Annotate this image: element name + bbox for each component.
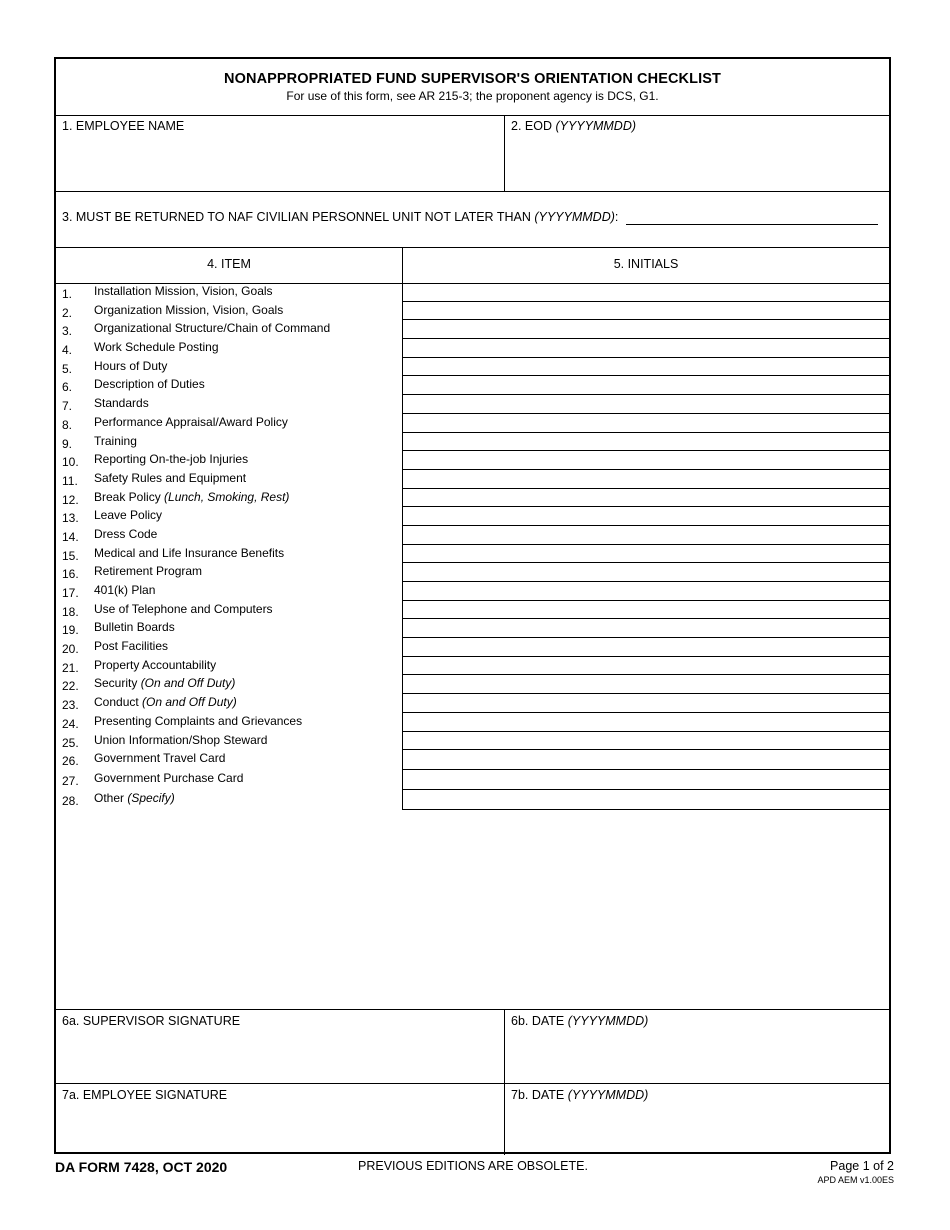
item-number: 12.	[62, 492, 79, 507]
initials-field[interactable]	[402, 675, 889, 694]
initials-field[interactable]	[402, 750, 889, 770]
item-number: 21.	[62, 660, 79, 675]
initials-field[interactable]	[402, 395, 889, 414]
employee-name-field[interactable]	[56, 115, 505, 191]
item-number: 9.	[62, 436, 73, 451]
checklist-row	[56, 339, 889, 358]
checklist-row	[56, 675, 889, 694]
item-number: 22.	[62, 679, 79, 694]
checklist-row	[56, 657, 889, 676]
initials-field[interactable]	[402, 414, 889, 433]
item-text: Hours of Duty	[94, 358, 168, 373]
item-text: Training	[94, 433, 137, 448]
item-text: Security (On and Off Duty)	[94, 676, 236, 691]
supervisor-date-field[interactable]	[505, 1010, 889, 1084]
item-number: 23.	[62, 698, 79, 713]
initials-field[interactable]	[402, 619, 889, 638]
item-text: Description of Duties	[94, 377, 205, 392]
checklist-row	[56, 376, 889, 395]
initials-field[interactable]	[402, 638, 889, 657]
checklist-row	[56, 358, 889, 377]
checklist-row	[56, 619, 889, 638]
checklist-row	[56, 320, 889, 339]
checklist-row	[56, 470, 889, 489]
supervisor-signature-row	[56, 1009, 889, 1084]
checklist-row	[56, 526, 889, 545]
form-id: DA FORM 7428, OCT 2020	[55, 1159, 228, 1175]
initials-field[interactable]	[402, 433, 889, 452]
item-text: Use of Telephone and Computers	[94, 601, 273, 616]
initials-field[interactable]	[402, 526, 889, 545]
item-number: 18.	[62, 604, 79, 619]
item-number: 10.	[62, 455, 79, 470]
item-number: 4.	[62, 343, 73, 358]
item-number: 25.	[62, 735, 79, 750]
item-text: Government Travel Card	[94, 751, 226, 766]
supervisor-date-label: 6b. DATE (YYYYMMDD)	[511, 1014, 649, 1028]
checklist-row	[56, 638, 889, 657]
form-title: NONAPPROPRIATED FUND SUPERVISOR'S ORIENTATION CHECKLIST	[224, 71, 721, 87]
item-text: Standards	[94, 396, 149, 411]
checklist-row	[56, 302, 889, 321]
item-number: 16.	[62, 567, 79, 582]
item-text: Other (Specify)	[94, 791, 175, 806]
item-number: 17.	[62, 586, 79, 600]
initials-field[interactable]	[402, 601, 889, 620]
item-text: Reporting On-the-job Injuries	[94, 452, 249, 467]
checklist-row	[56, 732, 889, 751]
employee-name-label: 1. EMPLOYEE NAME	[62, 119, 185, 133]
item-text: Organizational Structure/Chain of Command	[94, 321, 331, 336]
item-text: Dress Code	[94, 526, 158, 541]
employee-section	[56, 115, 889, 192]
initials-field[interactable]	[402, 376, 889, 395]
initials-field[interactable]	[402, 563, 889, 582]
item-text: Performance Appraisal/Award Policy	[94, 414, 288, 429]
checklist-row	[56, 601, 889, 620]
initials-field[interactable]	[402, 507, 889, 526]
item-number: 26.	[62, 754, 79, 769]
initials-field[interactable]	[402, 283, 889, 302]
initials-field[interactable]	[402, 302, 889, 321]
item-text: Bulletin Boards	[94, 620, 175, 635]
checklist-items	[56, 283, 889, 810]
initials-field[interactable]	[402, 657, 889, 676]
version-label: APD AEM v1.00ES	[817, 1175, 894, 1185]
eod-label: 2. EOD (YYYYMMDD)	[511, 119, 637, 133]
item-text: Government Purchase Card	[94, 771, 244, 786]
item-text: Post Facilities	[94, 639, 169, 654]
checklist-row	[56, 395, 889, 414]
initials-field[interactable]	[402, 713, 889, 732]
checklist-row	[56, 563, 889, 582]
initials-field[interactable]	[402, 339, 889, 358]
checklist-row	[56, 790, 889, 810]
item-text: Work Schedule Posting	[94, 340, 219, 355]
form-subtitle: For use of this form, see AR 215-3; the proponent agency is DCS, G1.	[286, 89, 659, 103]
return-date-input[interactable]	[626, 224, 878, 225]
editions-note: PREVIOUS EDITIONS ARE OBSOLETE.	[358, 1159, 588, 1173]
checklist-row	[56, 283, 889, 302]
item-text: Conduct (On and Off Duty)	[94, 695, 237, 710]
supervisor-signature-field[interactable]	[56, 1010, 505, 1084]
employee-signature-field[interactable]	[56, 1084, 505, 1155]
item-text: Presenting Complaints and Grievances	[94, 713, 303, 728]
item-text: Organization Mission, Vision, Goals	[94, 302, 284, 317]
checklist-row	[56, 750, 889, 770]
initials-field[interactable]	[402, 489, 889, 508]
item-text: Medical and Life Insurance Benefits	[94, 545, 285, 560]
checklist-row	[56, 582, 889, 601]
employee-signature-row	[56, 1083, 889, 1155]
item-number: 15.	[62, 548, 79, 563]
return-section	[56, 191, 889, 248]
item-number: 7.	[62, 399, 73, 414]
initials-field[interactable]	[402, 545, 889, 564]
item-number: 1.	[62, 287, 73, 301]
initials-field[interactable]	[402, 470, 889, 489]
item-number: 5.	[62, 361, 73, 376]
initials-field[interactable]	[402, 320, 889, 339]
item-text: Leave Policy	[94, 508, 163, 523]
checklist-row	[56, 414, 889, 433]
item-number: 24.	[62, 716, 79, 731]
item-number: 28.	[62, 794, 79, 809]
checklist-row	[56, 451, 889, 470]
checklist-row	[56, 433, 889, 452]
initials-field[interactable]	[402, 582, 889, 601]
employee-signature-label: 7a. EMPLOYEE SIGNATURE	[62, 1088, 228, 1102]
initials-field[interactable]	[402, 694, 889, 713]
initials-field[interactable]	[402, 770, 889, 790]
item-text: Safety Rules and Equipment	[94, 470, 247, 485]
supervisor-signature-label: 6a. SUPERVISOR SIGNATURE	[62, 1014, 241, 1028]
checklist-row	[56, 507, 889, 526]
employee-date-label: 7b. DATE (YYYYMMDD)	[511, 1088, 649, 1102]
item-number: 3.	[62, 324, 73, 339]
initials-field[interactable]	[402, 790, 889, 810]
initials-field[interactable]	[402, 451, 889, 470]
checklist-row	[56, 489, 889, 508]
checklist-row	[56, 713, 889, 732]
item-number: 11.	[62, 473, 78, 488]
checklist-row	[56, 545, 889, 564]
form-frame	[54, 57, 891, 1154]
checklist-row	[56, 694, 889, 713]
item-text: Union Information/Shop Steward	[94, 732, 268, 747]
item-number: 19.	[62, 623, 79, 638]
item-text: Retirement Program	[94, 564, 203, 579]
item-number: 13.	[62, 511, 79, 526]
item-number: 27.	[62, 774, 79, 789]
item-text: 401(k) Plan	[94, 583, 156, 597]
form-header	[56, 59, 889, 116]
item-text: Break Policy (Lunch, Smoking, Rest)	[94, 489, 290, 504]
item-text: Installation Mission, Vision, Goals	[94, 284, 273, 298]
initials-column-header: 5. INITIALS	[613, 257, 679, 271]
item-number: 14.	[62, 529, 79, 544]
eod-field[interactable]	[505, 115, 889, 191]
column-headers	[56, 247, 889, 284]
employee-date-field[interactable]	[505, 1084, 889, 1155]
initials-field[interactable]	[402, 732, 889, 751]
item-number: 2.	[62, 305, 73, 320]
item-number: 8.	[62, 417, 73, 432]
item-text: Property Accountability	[94, 657, 217, 672]
initials-field[interactable]	[402, 358, 889, 377]
page-number: Page 1 of 2	[830, 1159, 894, 1173]
item-number: 20.	[62, 642, 79, 657]
item-number: 6.	[62, 380, 73, 395]
return-label: 3. MUST BE RETURNED TO NAF CIVILIAN PERSONNEL UNIT NOT LATER THAN (YYYYMMDD):	[62, 210, 619, 224]
item-column-header: 4. ITEM	[56, 247, 403, 283]
checklist-row	[56, 770, 889, 790]
